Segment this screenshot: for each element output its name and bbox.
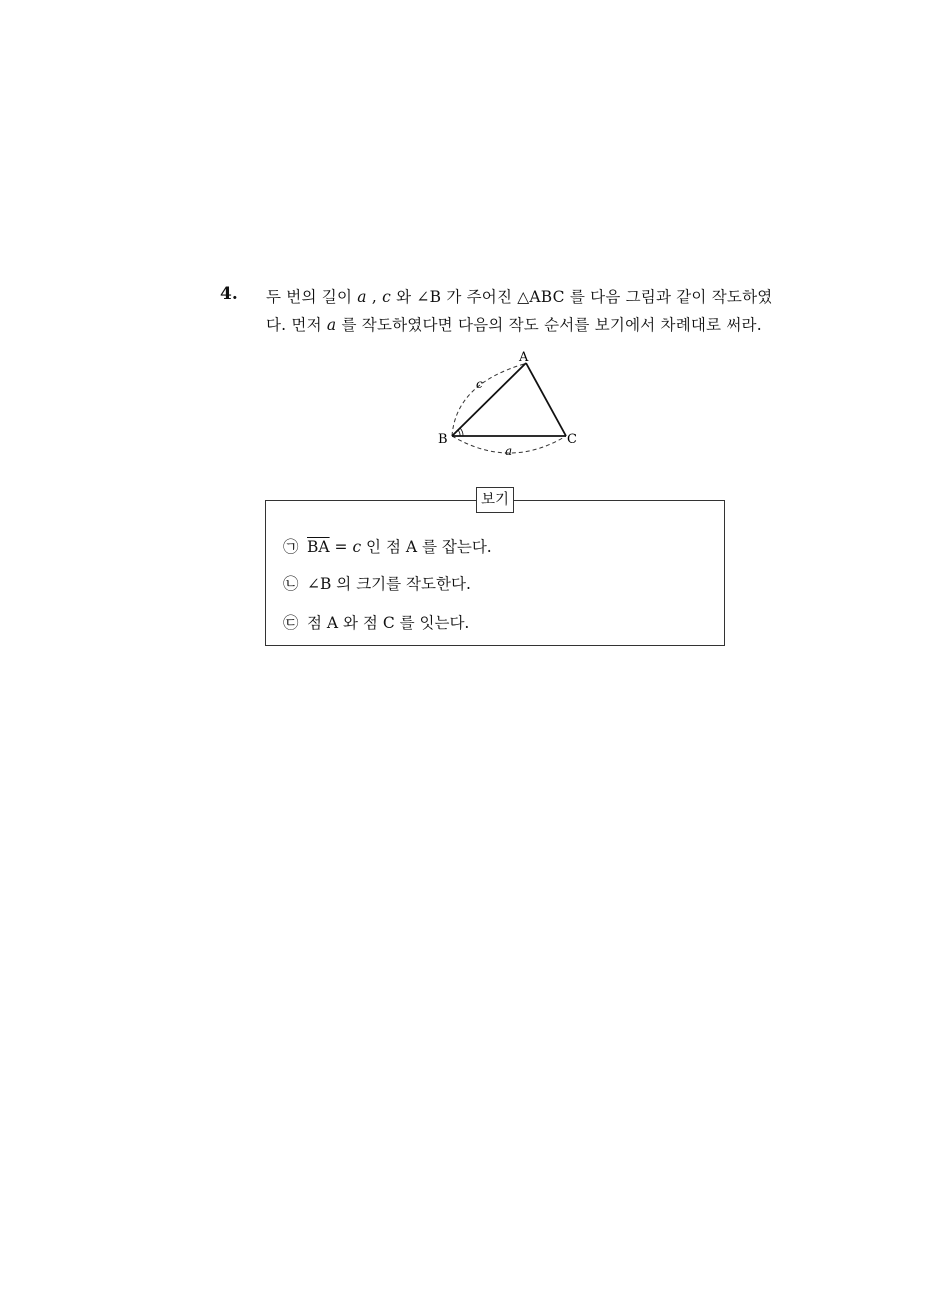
question-text: 와 ∠B 가 주어진 △ABC 를 다음 그림과 같이 작도하였	[390, 288, 773, 306]
item-mark: ㉠	[283, 538, 299, 556]
variable-a: a	[357, 288, 367, 306]
item-text: =	[329, 538, 353, 556]
example-item-3	[283, 611, 469, 633]
question-text: 두 번의 길이	[266, 288, 358, 306]
example-item-2	[283, 572, 471, 594]
question-text-line-1	[266, 285, 772, 307]
question-text: 다. 먼저	[266, 316, 327, 334]
variable-c: c	[352, 538, 362, 556]
segment-ba: $\overline{BA}$	[307, 538, 330, 556]
question-number: 4.	[220, 284, 238, 304]
item-text: 점 A 와 점 C 를 잇는다.	[307, 614, 470, 632]
triangle-construction-figure	[430, 344, 590, 464]
vertex-a-label: A	[519, 350, 529, 365]
side-a-label: a	[505, 444, 513, 458]
variable-a: a	[326, 316, 337, 334]
item-mark: ㉢	[283, 614, 299, 632]
item-text: ∠B 의 크기를 작도한다.	[307, 575, 471, 593]
vertex-c-label: C	[567, 432, 577, 447]
side-ac	[526, 363, 566, 436]
item-mark: ㉡	[283, 575, 299, 593]
side-ba	[452, 363, 526, 436]
question-text: 를 작도하였다면 다음의 작도 순서를 보기에서 차례대로 써라.	[336, 316, 762, 334]
question-text-line-2	[266, 313, 762, 335]
vertex-b-label: B	[438, 432, 448, 447]
item-text: 인 점 A 를 잡는다.	[361, 538, 492, 556]
question-text: ,	[366, 288, 383, 306]
variable-c: c	[382, 288, 391, 306]
example-box-title: 보기	[476, 487, 514, 513]
side-c-label: c	[476, 377, 483, 391]
example-item-1	[283, 535, 492, 557]
